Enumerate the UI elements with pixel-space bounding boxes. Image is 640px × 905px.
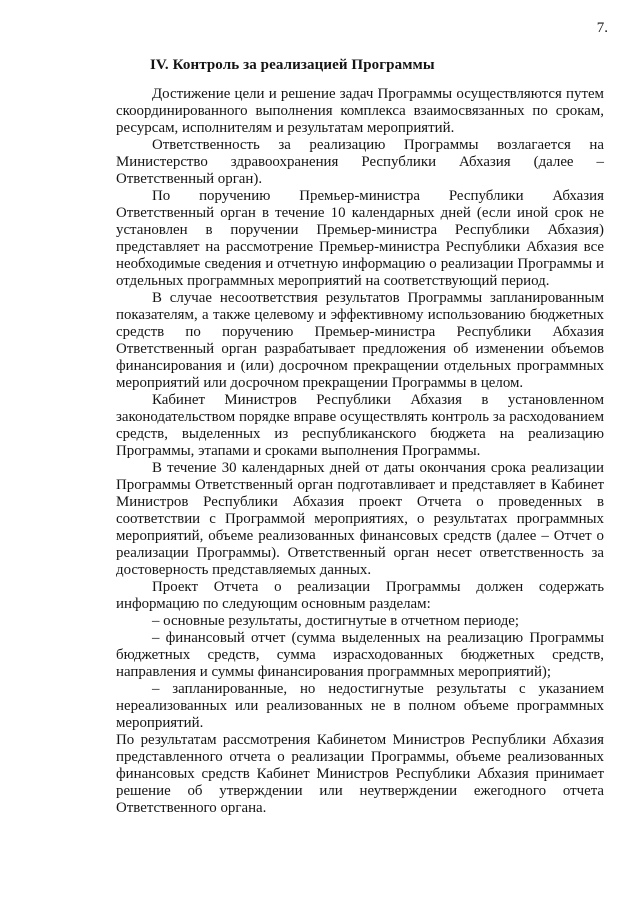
paragraph: Кабинет Министров Республики Абхазия в установленном законодательством порядке вправе осуществлять контроль за расходованием средств, выделенных из республиканского бюджета на реализацию Программы, этапами и сроками выполнения Программы. (116, 392, 604, 459)
list-item: – основные результаты, достигнутые в отчетном периоде; (152, 613, 520, 629)
paragraph: По поручению Премьер-министра Республики Абхазия Ответственный орган в течение 10 календарных дней (если иной срок не установлен в поручении Премьер-министра Республики Абхазия) представляет на рассмотрение Премьер-министра Республики Абхазия все необходимые сведения и отчетную информацию о реализации Программы и отдельных программных мероприятий на соответствующий период. (116, 188, 604, 289)
paragraph: Проект Отчета о реализации Программы должен содержать информацию по следующим основным разделам: (116, 579, 604, 612)
list-item: – финансовый отчет (сумма выделенных на реализацию Программы бюджетных средств, сумма израсходованных бюджетных средств, направления и суммы финансирования программных мероприятий); (116, 630, 604, 680)
paragraph: Достижение цели и решение задач Программы осуществляются путем скоординированного выполнения комплекса взаимосвязанных по срокам, ресурсам, исполнителям и результатам мероприятий. (116, 86, 604, 136)
closing-paragraph: По результатам рассмотрения Кабинетом Министров Республики Абхазия представленного отчета о реализации Программы, объеме реализованных финансовых средств Кабинет Министров Республики Абхазия принимает решение об утверждении или неутверждении ежегодного отчета Ответственного органа. (116, 732, 604, 816)
paragraph: Ответственность за реализацию Программы возлагается на Министерство здравоохранения Республики Абхазия (далее – Ответственный орган). (116, 137, 604, 187)
document-body (116, 86, 604, 817)
paragraph: В случае несоответствия результатов Программы запланированным показателям, а также целевому и эффективному использованию бюджетных средств по поручению Премьер-министра Республики Абхазия Ответственный орган разрабатывает предложения об изменении объемов финансирования и (или) досрочном прекращении отдельных программных мероприятий или досрочном прекращении Программы в целом. (116, 290, 604, 391)
page-number: 7. (596, 20, 608, 36)
paragraph: В течение 30 календарных дней от даты окончания срока реализации Программы Ответственный орган подготавливает и представляет в Кабинет Министров Республики Абхазия проект Отчета о проведенных в соответствии с Программой мероприятиях, о результатах программных мероприятий, объеме реализованных финансовых средств (далее – Отчет о реализации Программы). Ответственный орган несет ответственность за достоверность представляемых данных. (116, 460, 604, 578)
list-item: – запланированные, но недостигнутые результаты с указанием нереализованных или реализованных не в полном объеме программных мероприятий. (116, 681, 604, 731)
section-heading: IV. Контроль за реализацией Программы (150, 57, 435, 73)
